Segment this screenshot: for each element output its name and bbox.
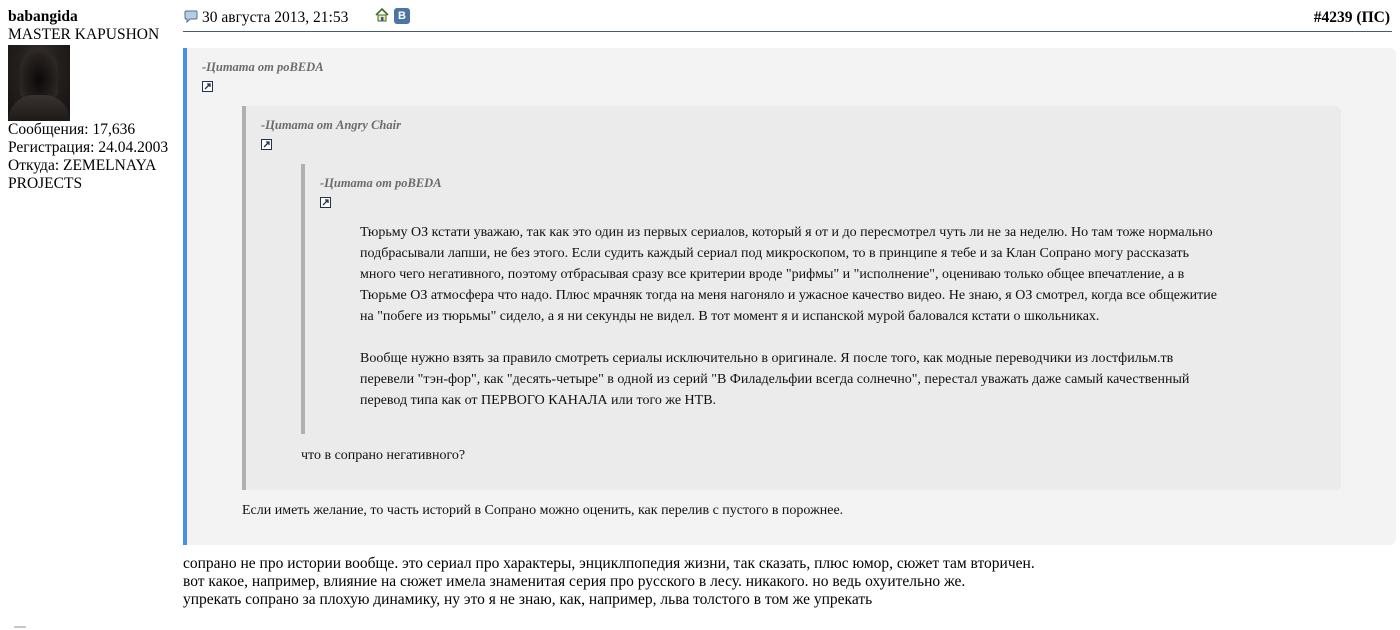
quote-inner-line: Тюрьму ОЗ кстати уважаю, так как это один из первых сериалов, который я от и до пересмотрел чуть ли не за неделю. Но там тоже нормально <box>360 225 1213 240</box>
home-icon[interactable] <box>375 8 389 22</box>
post-number <box>1314 7 1390 29</box>
message-line: сопрано не про истории вообще. это сериал про характеры, энциклпопедия жизни, так сказать, плюс юмор, сюжет там вторичен. <box>183 555 1035 572</box>
quote-middle-author: -Цитата от Angry Chair <box>261 118 401 132</box>
quote-outer-link-icon[interactable] <box>202 81 213 92</box>
quote-outer-footer: Если иметь желание, то часть историй в Сопрано можно оценить, как перелив с пустого в порожнее. <box>242 503 844 518</box>
quote-inner-line: подбрасывали лапши, не без этого. Если судить каждый сериал под микроскопом, то в принципе я тебе и за Клан Сопрано могу рассказать <box>360 246 1189 261</box>
quote-inner-line: много чего негативного, поэтому отбрасывая сразу все критерии вроде "рифмы" и "исполнение", оцениваю только общее впечатление, а в <box>360 267 1185 282</box>
quote-inner-line: Тюрьме ОЗ атмосфера что надо. Плюс мрачняк тогда на меня нагоняло и ужасное качество видео. Не знаю, я ОЗ смотрел, когда все общежитие <box>360 288 1217 303</box>
post-tag: (ПС) <box>1356 9 1390 26</box>
user-registration: Регистрация: 24.04.2003 <box>8 139 169 156</box>
quote-inner-text <box>360 222 1235 411</box>
quote-inner-line: перевели "тэн-фор", как "десять-четыре" в одной из серий "В Филадельфии всегда солнечно", перестал уважать даже самый качественный <box>360 372 1190 387</box>
message-line: вот какое, например, влияние на сюжет имела знаменитая серия про русского в лесу. никакого. но ведь охуительно же. <box>183 573 966 590</box>
user-location: Откуда: ZEMELNAYA PROJECTS <box>8 157 156 192</box>
quote-outer-author: -Цитата от poBEDA <box>202 60 324 74</box>
status-icon <box>14 625 26 629</box>
post-date: 30 августа 2013, 21:53 <box>202 9 349 26</box>
quote-inner-line: перевод типа как от ПЕРВОГО КАНАЛА или того же НТВ. <box>360 393 717 408</box>
quote-inner-author: -Цитата от poBEDA <box>320 176 442 190</box>
post-message <box>183 555 1383 609</box>
post-number-link[interactable]: #4239 <box>1313 9 1353 26</box>
user-info <box>8 8 178 193</box>
quote-middle-footer: что в сопрано негативного? <box>301 448 466 463</box>
message-line: упрекать сопрано за плохую динамику, ну это я не знаю, как, например, льва толстого в том же упрекать <box>183 591 873 608</box>
user-title: MASTER KAPUSHON <box>8 26 160 43</box>
vk-icon[interactable]: В <box>394 8 410 24</box>
post-icon <box>183 10 199 24</box>
post-header <box>183 7 1392 32</box>
user-posts-count: Сообщения: 17,636 <box>8 121 136 138</box>
quote-inner-link-icon[interactable] <box>320 197 331 208</box>
quote-inner-line: Вообще нужно взять за правило смотреть сериалы исключительно в оригинале. Я после того, как модные переводчики из лостфильм.тв <box>360 351 1174 366</box>
username-link[interactable]: babangida <box>8 8 78 25</box>
quote-inner-line: на "побеге из тюрьмы" сидело, а я ни секунды не видел. В тот момент я и испанской мурой баловался кстати о школьниках. <box>360 309 1100 324</box>
avatar[interactable] <box>8 45 70 121</box>
quote-middle-link-icon[interactable] <box>261 139 272 150</box>
